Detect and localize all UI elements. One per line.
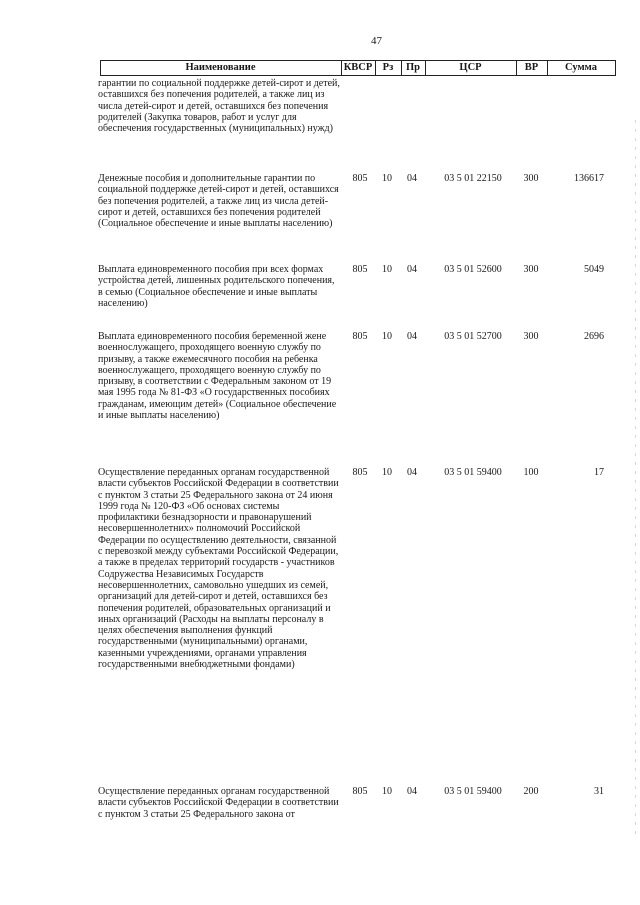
row-name: Осуществление переданных органам государственной власти субъектов Российской Федерации в соответствии с пунктом 3 статьи 25 Федерального закона от bbox=[98, 786, 339, 820]
row-name: Осуществление переданных органам государственной власти субъектов Российской Федерации в соответствии с пунктом 3 статьи 25 Федерального закона от 24 июня 1999 года № 120-ФЗ «Об основах системы профилактики безнадзорности и правонарушений несовершеннолетних» полномочий Российской Федерации по осуществлению деятельности, связанной с перевозкой между субъектами Российской Федерации, а также в пределах территорий государств - участников Содружества Независимых Государств несовершеннолетних, самовольно ушедших из семей, организаций для детей-сирот и детей, оставшихся без попечения родителей, образовательных организаций и иных организаций (Расходы на выплаты персоналу в целях обеспечения выполнения функций государственными (муниципальными) органами, казенными учреждениями, органами управления государственными внебюджетными фондами) bbox=[98, 467, 339, 671]
row-csr: 03 5 01 22150 bbox=[444, 173, 502, 184]
row-pr: 04 bbox=[407, 173, 417, 184]
row-csr: 03 5 01 59400 bbox=[444, 786, 502, 797]
header-divider bbox=[615, 60, 616, 75]
row-csr: 03 5 01 59400 bbox=[444, 467, 502, 478]
row-rz: 10 bbox=[382, 264, 392, 275]
row-rz: 10 bbox=[382, 173, 392, 184]
row-sum: 2696 bbox=[584, 331, 604, 342]
row-rz: 10 bbox=[382, 786, 392, 797]
row-name: Выплата единовременного пособия беременной жене военнослужащего, проходящего военную службу по призыву, а также ежемесячного пособия на ребенка военнослужащего, проходящего военную службу по призыву, в соответствии с Федеральным законом от 19 мая 1995 года № 81-ФЗ «О государственных пособиях гражданам, имеющим детей» (Социальное обеспечение и иные выплаты населению) bbox=[98, 331, 337, 422]
row-sum: 17 bbox=[594, 467, 604, 478]
header-sum: Сумма bbox=[565, 62, 597, 73]
row-pr: 04 bbox=[407, 331, 417, 342]
header-vr: ВР bbox=[524, 62, 539, 73]
row-csr: 03 5 01 52700 bbox=[444, 331, 502, 342]
row-pr: 04 bbox=[407, 467, 417, 478]
row-name: Денежные пособия и дополнительные гарантии по социальной поддержке детей-сирот и детей, оставшихся без попечения родителей, а также лиц из числа детей-сирот и детей, оставшихся без попечения родителей (Социальное обеспечение и иные выплаты населению) bbox=[98, 173, 339, 230]
row-sum: 31 bbox=[594, 786, 604, 797]
row-name: Выплата единовременного пособия при всех формах устройства детей, лишенных родительского попечения, в семью (Социальное обеспечение и иные выплаты населению) bbox=[98, 264, 335, 309]
row-kvsr: 805 bbox=[352, 467, 368, 478]
row-name: гарантии по социальной поддержке детей-сирот и детей, оставшихся без попечения родителей, а также лиц из числа детей-сирот и детей, оставшихся без попечения родителей (Закупка товаров, работ и услуг для обеспечения государственных (муниципальных) нужд) bbox=[98, 78, 340, 135]
row-kvsr: 805 bbox=[352, 331, 368, 342]
header-pr: Пр bbox=[405, 62, 420, 73]
row-kvsr: 805 bbox=[352, 786, 368, 797]
row-pr: 04 bbox=[407, 264, 417, 275]
row-sum: 5049 bbox=[584, 264, 604, 275]
row-pr: 04 bbox=[407, 786, 417, 797]
header-kvsr: КВСР bbox=[343, 62, 373, 73]
header-bottom-border bbox=[100, 75, 616, 76]
row-csr: 03 5 01 52600 bbox=[444, 264, 502, 275]
header-rz: Рз bbox=[382, 62, 394, 73]
row-kvsr: 805 bbox=[352, 173, 368, 184]
page-number: 47 bbox=[371, 35, 382, 47]
row-rz: 10 bbox=[382, 467, 392, 478]
row-vr: 300 bbox=[523, 331, 539, 342]
row-rz: 10 bbox=[382, 331, 392, 342]
header-name: Наименование bbox=[185, 62, 256, 73]
row-vr: 300 bbox=[523, 173, 539, 184]
row-vr: 200 bbox=[523, 786, 539, 797]
row-kvsr: 805 bbox=[352, 264, 368, 275]
scan-edge-artifact bbox=[635, 120, 636, 840]
row-sum: 136617 bbox=[574, 173, 604, 184]
header-csr: ЦСР bbox=[459, 62, 482, 73]
row-vr: 300 bbox=[523, 264, 539, 275]
row-vr: 100 bbox=[523, 467, 539, 478]
